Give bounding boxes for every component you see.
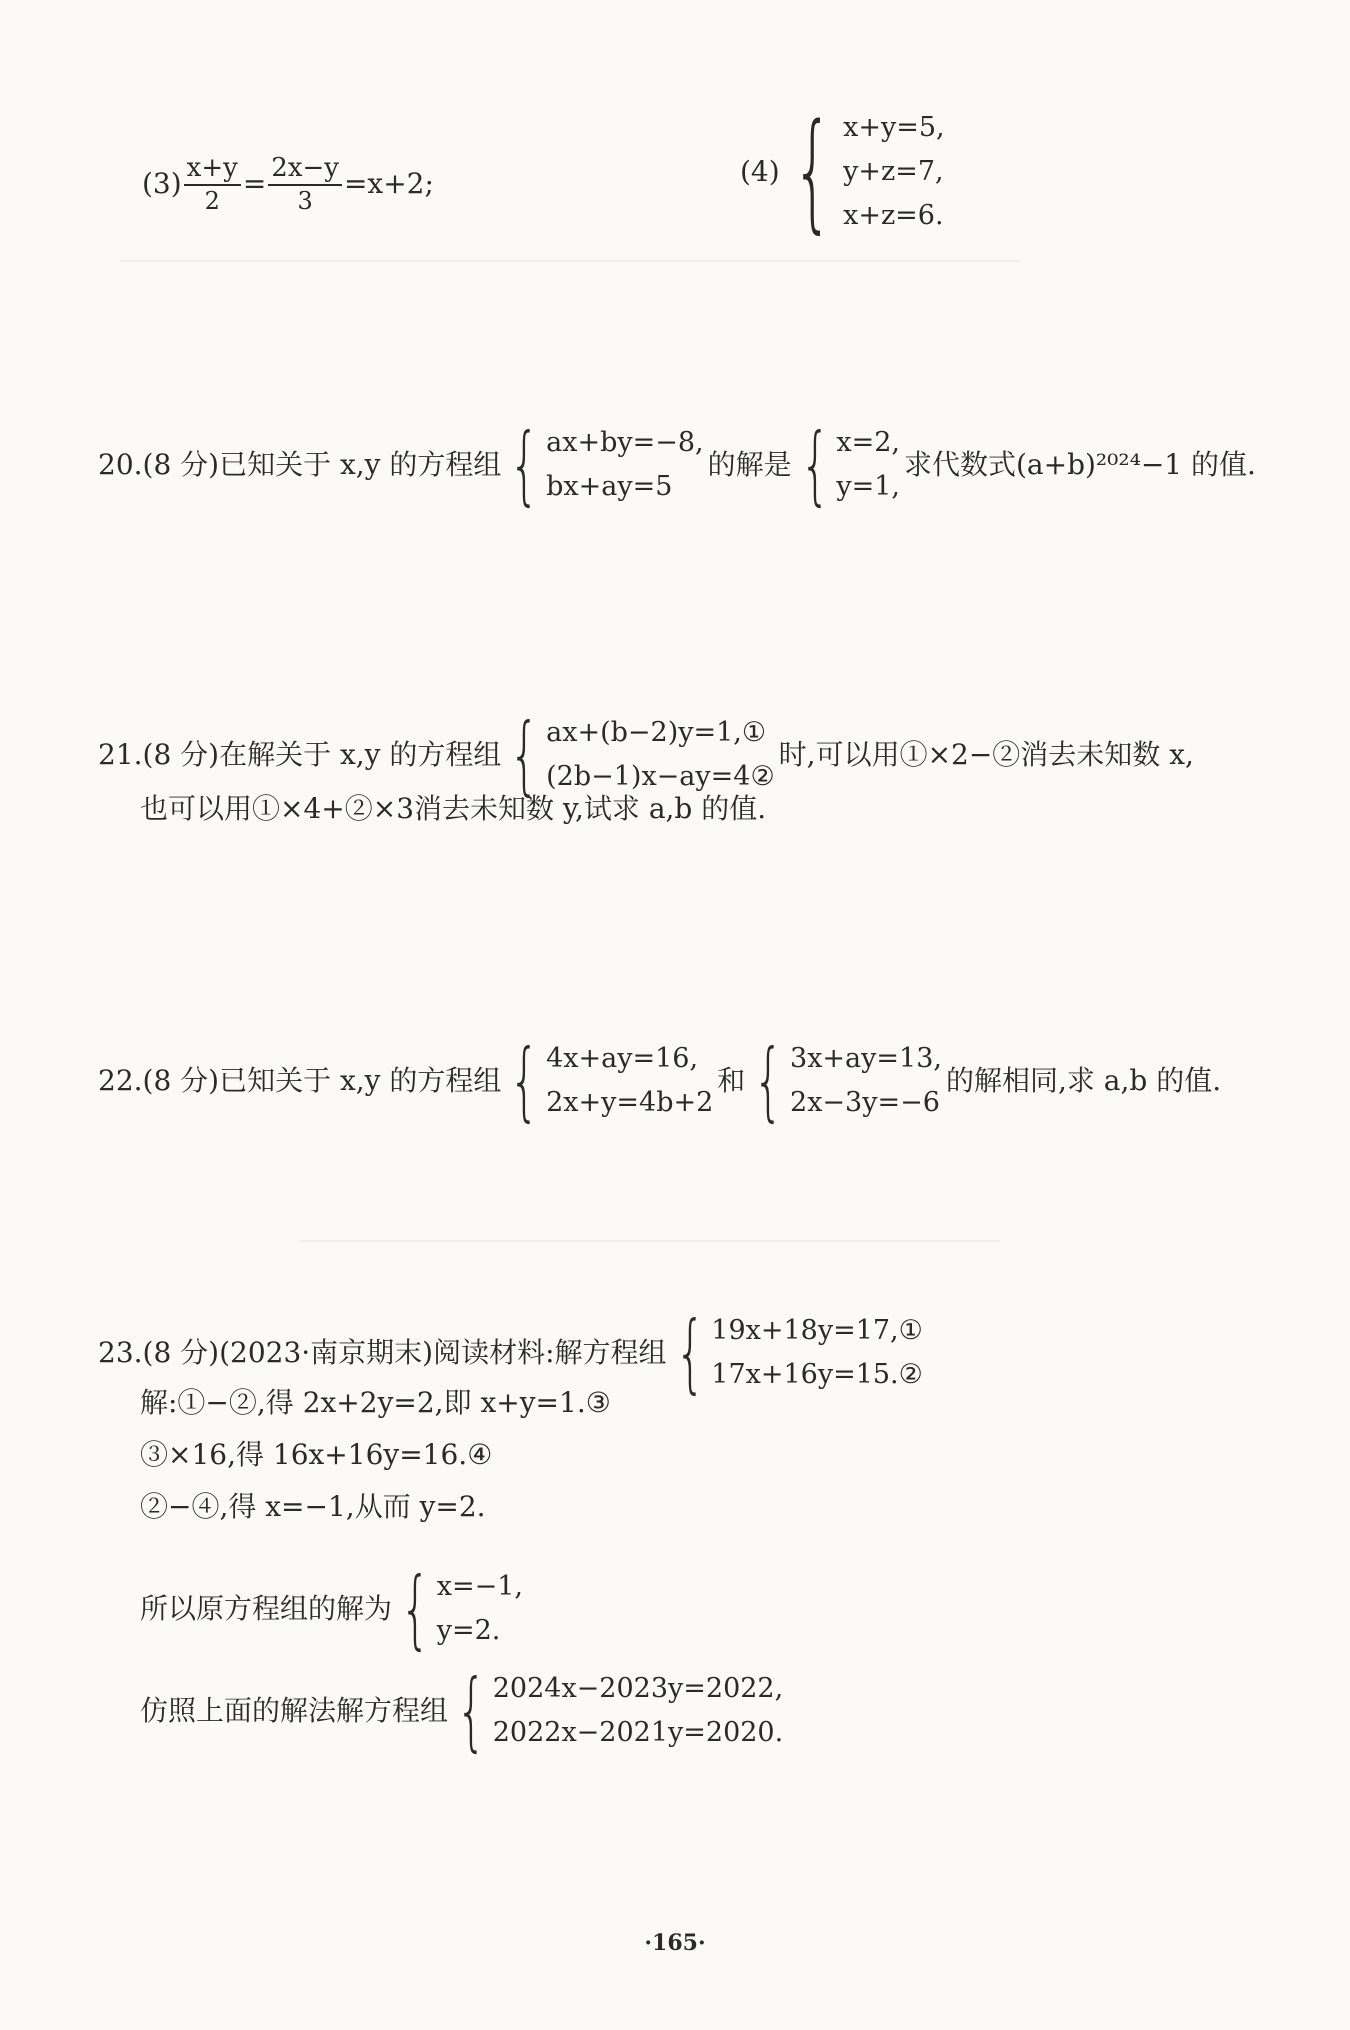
q23-task-prefix: 仿照上面的解法解方程组 <box>140 1694 449 1727</box>
q20-solution-row2: y=1, <box>836 471 900 502</box>
q23-solution-line1 <box>140 1386 611 1420</box>
q19-part3 <box>142 152 434 216</box>
q22-prefix: 22.(8 分)已知关于 x,y 的方程组 <box>98 1064 502 1097</box>
left-brace-icon: { <box>509 1031 540 1131</box>
q21-system-row2: (2b−1)x−ay=4② <box>546 761 775 792</box>
q23-solution-text2: ③×16,得 16x+16y=16.④ <box>140 1438 493 1471</box>
q23-system-row1: 19x+18y=17,① <box>711 1315 923 1346</box>
q19-part4-system <box>784 97 945 246</box>
q19-part4 <box>740 97 949 246</box>
q20-solution <box>796 415 900 515</box>
q20-suffix: 求代数式(a+b)²⁰²⁴−1 的值. <box>904 448 1256 481</box>
q19-part4-label: (4) <box>740 155 780 188</box>
q20-system-row1: ax+by=−8, <box>546 427 704 458</box>
q19-part3-frac2-num: 2x−y <box>268 152 342 186</box>
q19-part3-eq: = <box>242 167 267 200</box>
q23-system-row2: 17x+16y=15.② <box>711 1359 923 1390</box>
q19-part3-frac1-den: 2 <box>204 187 220 215</box>
q23-task <box>140 1661 787 1761</box>
q22-system1 <box>505 1031 714 1131</box>
q21-line2 <box>140 792 766 826</box>
q22-system2-row2: 2x−3y=−6 <box>790 1087 940 1118</box>
left-brace-icon: { <box>400 1559 431 1659</box>
left-brace-icon: { <box>509 705 540 805</box>
q23-answer-system <box>396 1559 523 1659</box>
q19-part3-frac1-num: x+y <box>184 152 241 186</box>
question-21 <box>98 705 1194 805</box>
q21-suffix: 时,可以用①×2−②消去未知数 x, <box>778 738 1194 771</box>
q21-system-row1: ax+(b−2)y=1,① <box>546 717 767 748</box>
page-number: ·165· <box>644 1930 706 1956</box>
q22-system2 <box>749 1031 942 1131</box>
q21-prefix: 21.(8 分)在解关于 x,y 的方程组 <box>98 738 502 771</box>
q19-part3-label: (3) <box>142 167 182 200</box>
q23-prefix: 23.(8 分)(2023·南京期末)阅读材料:解方程组 <box>98 1336 667 1369</box>
left-brace-icon: { <box>674 1303 705 1403</box>
q21-system <box>505 705 775 805</box>
q22-suffix: 的解相同,求 a,b 的值. <box>945 1064 1222 1097</box>
q19-part4-row3: x+z=6. <box>843 200 944 231</box>
q23-answer-prefix: 所以原方程组的解为 <box>140 1592 393 1625</box>
q20-system <box>505 415 704 515</box>
q23-answer-row2: y=2. <box>436 1615 501 1646</box>
q23-answer <box>140 1559 527 1659</box>
left-brace-icon: { <box>509 415 540 515</box>
q23-solution-text3: ②−④,得 x=−1,从而 y=2. <box>140 1490 486 1523</box>
left-brace-icon: { <box>792 97 833 246</box>
q20-prefix: 20.(8 分)已知关于 x,y 的方程组 <box>98 448 502 481</box>
q23-task-row2: 2022x−2021y=2020. <box>492 1717 784 1748</box>
q19-part3-frac2 <box>268 152 342 216</box>
q22-system1-row1: 4x+ay=16, <box>546 1043 699 1074</box>
q22-system1-row2: 2x+y=4b+2 <box>546 1087 714 1118</box>
question-22 <box>98 1031 1222 1131</box>
q23-task-row1: 2024x−2023y=2022, <box>492 1673 784 1704</box>
q22-mid: 和 <box>717 1064 746 1097</box>
q23-answer-row1: x=−1, <box>436 1571 523 1602</box>
q19-part4-row2: y+z=7, <box>843 156 944 187</box>
q19-part3-frac2-den: 3 <box>297 187 313 215</box>
q23-task-system <box>452 1661 784 1761</box>
q19-part3-frac1 <box>184 152 241 216</box>
q23-solution-text1: 解:①−②,得 2x+2y=2,即 x+y=1.③ <box>140 1386 611 1419</box>
q20-system-row2: bx+ay=5 <box>546 471 673 502</box>
q23-solution-line2 <box>140 1438 492 1472</box>
q19-part4-row1: x+y=5, <box>843 112 945 143</box>
left-brace-icon: { <box>753 1031 784 1131</box>
left-brace-icon: { <box>799 415 831 515</box>
q23-solution-line3 <box>140 1490 486 1524</box>
q20-solution-row1: x=2, <box>836 427 900 458</box>
q20-mid: 的解是 <box>707 448 792 481</box>
question-20 <box>98 415 1256 515</box>
q19-part3-tail: =x+2; <box>343 167 434 200</box>
q23-system <box>671 1303 923 1403</box>
q22-system2-row1: 3x+ay=13, <box>790 1043 942 1074</box>
q21-line2-text: 也可以用①×4+②×3消去未知数 y,试求 a,b 的值. <box>140 792 767 825</box>
left-brace-icon: { <box>456 1661 487 1761</box>
